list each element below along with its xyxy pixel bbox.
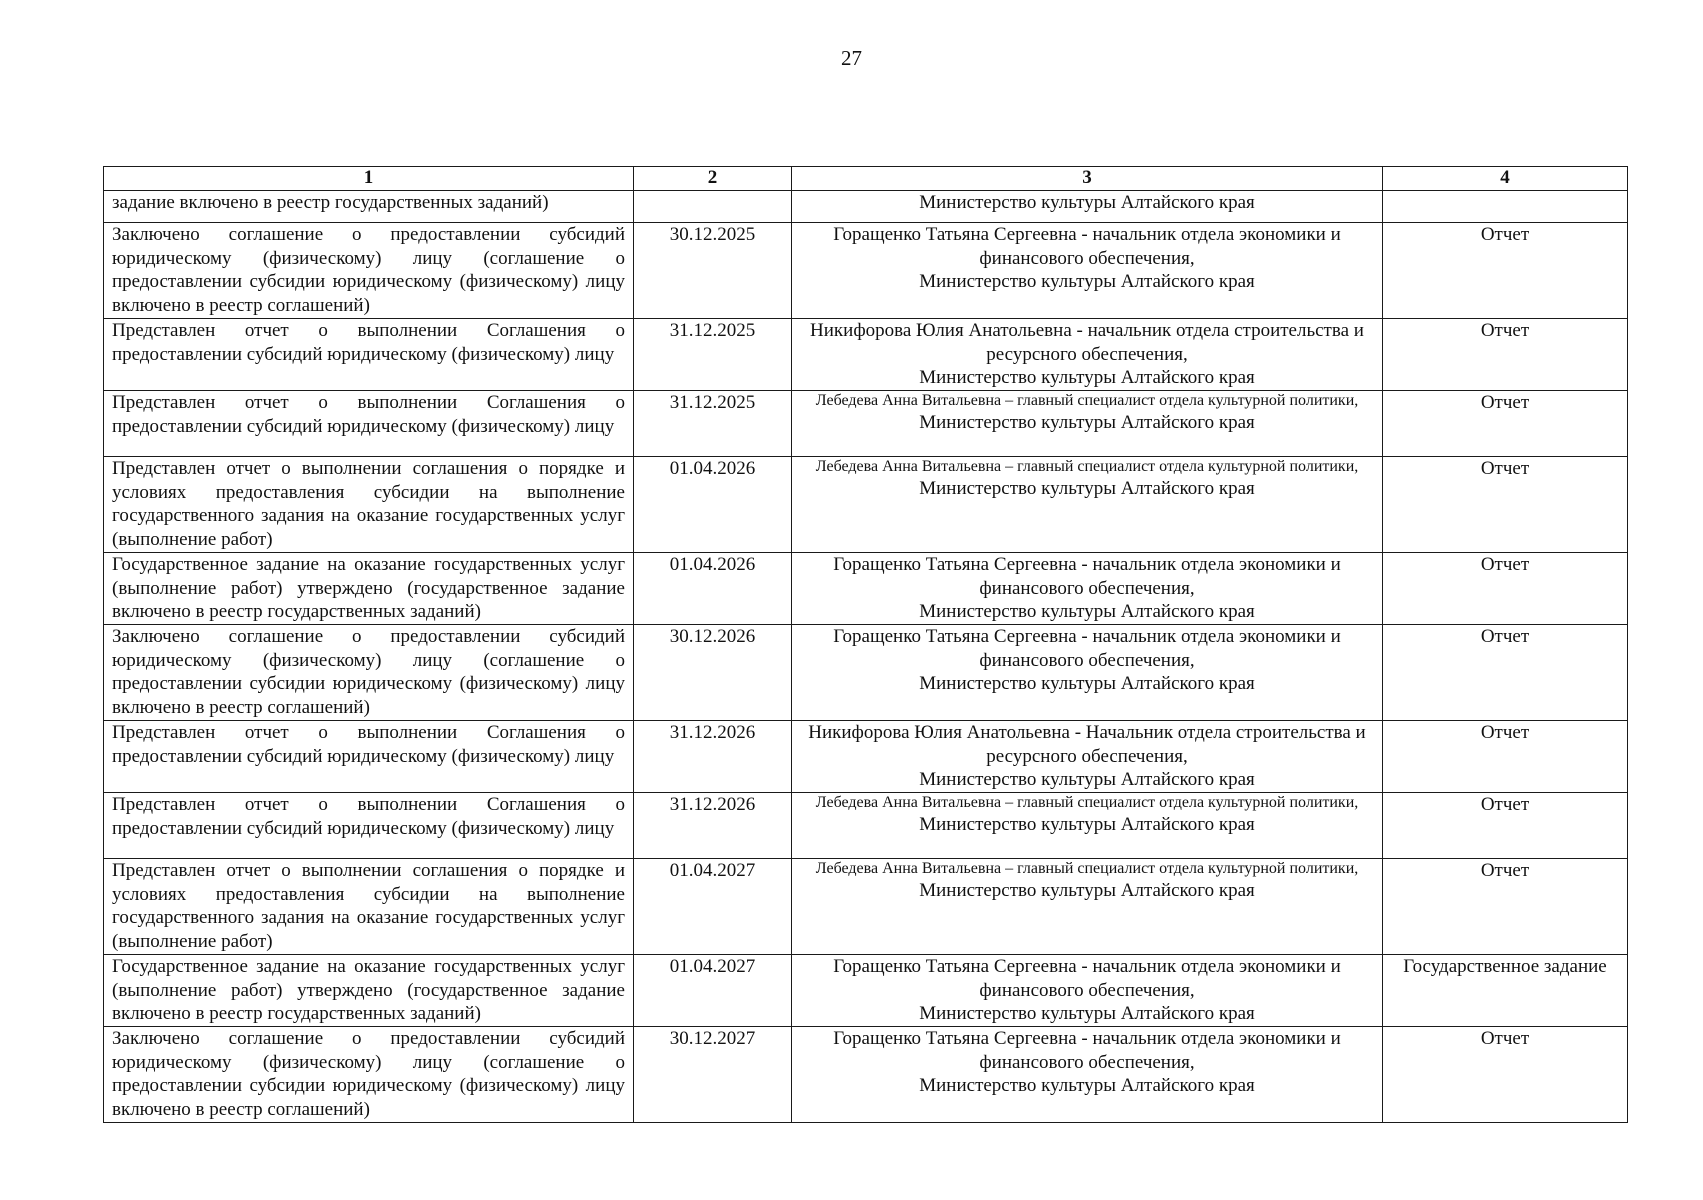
responsible-person [792,391,1383,457]
responsible-name: Горащенко Татьяна Сергеевна - начальник отдела экономики и финансового обеспечения, [833,956,1341,1001]
event-description: Представлен отчет о выполнении соглашения о порядке и условиях предоставления субсидии на выполнение государственного задания на оказание государственных услуг (выполнение работ) [104,457,634,553]
confirming-document: Отчет [1383,1027,1628,1123]
event-description: Представлен отчет о выполнении Соглашения о предоставлении субсидий юридическому (физическому) лицу [104,793,634,859]
table-row [104,319,1628,391]
event-description: задание включено в реестр государственных заданий) [104,191,634,223]
table-row [104,721,1628,793]
event-description: Заключено соглашение о предоставлении субсидий юридическому (физическому) лицу (соглашение о предоставлении субсидии юридическому (физическому) лицу включено в реестр соглашений) [104,625,634,721]
responsible-name: Лебедева Анна Витальевна – главный специалист отдела культурной политики, [815,860,1359,877]
responsible-person [792,721,1383,793]
table-row [104,553,1628,625]
event-date: 31.12.2025 [634,319,792,391]
responsible-name: Лебедева Анна Витальевна – главный специалист отдела культурной политики, [815,392,1359,409]
table-row [104,457,1628,553]
confirming-document [1383,191,1628,223]
responsible-person [792,793,1383,859]
confirming-document: Отчет [1383,859,1628,955]
responsible-name: Горащенко Татьяна Сергеевна - начальник отдела экономики и финансового обеспечения, [833,1028,1341,1073]
event-date: 31.12.2025 [634,391,792,457]
responsible-organization: Министерство культуры Алтайского края [919,1075,1255,1097]
table-row [104,1027,1628,1123]
table-row [104,859,1628,955]
responsible-organization: Министерство культуры Алтайского края [919,1003,1255,1025]
event-description: Представлен отчет о выполнении Соглашения о предоставлении субсидий юридическому (физическому) лицу [104,319,634,391]
responsible-organization: Министерство культуры Алтайского края [919,367,1255,389]
responsible-name: Никифорова Юлия Анатольевна - начальник отдела строительства и ресурсного обеспечения, [810,320,1364,365]
event-date: 01.04.2027 [634,859,792,955]
event-date: 01.04.2027 [634,955,792,1027]
table-row [104,391,1628,457]
responsible-person [792,625,1383,721]
responsible-organization: Министерство культуры Алтайского края [919,601,1255,623]
table-row [104,191,1628,223]
confirming-document: Отчет [1383,391,1628,457]
table-row [104,793,1628,859]
event-date: 31.12.2026 [634,793,792,859]
table-row [104,223,1628,319]
confirming-document: Отчет [1383,319,1628,391]
table-row [104,955,1628,1027]
responsible-person [792,191,1383,223]
confirming-document: Отчет [1383,793,1628,859]
responsible-person [792,553,1383,625]
confirming-document: Отчет [1383,223,1628,319]
responsible-name: Горащенко Татьяна Сергеевна - начальник отдела экономики и финансового обеспечения, [833,554,1341,599]
event-date [634,191,792,223]
confirming-document: Отчет [1383,721,1628,793]
event-date: 30.12.2025 [634,223,792,319]
responsible-organization: Министерство культуры Алтайского края [919,412,1255,433]
confirming-document: Отчет [1383,553,1628,625]
confirming-document: Отчет [1383,457,1628,553]
responsible-organization: Министерство культуры Алтайского края [919,814,1255,835]
column-header: 2 [634,167,792,191]
responsible-organization: Министерство культуры Алтайского края [919,769,1255,791]
event-description: Заключено соглашение о предоставлении субсидий юридическому (физическому) лицу (соглашение о предоставлении субсидии юридическому (физическому) лицу включено в реестр соглашений) [104,223,634,319]
responsible-organization: Министерство культуры Алтайского края [919,192,1255,213]
confirming-document: Отчет [1383,625,1628,721]
responsible-name: Никифорова Юлия Анатольевна - Начальник отдела строительства и ресурсного обеспечения, [808,722,1366,767]
column-header: 1 [104,167,634,191]
event-date: 30.12.2027 [634,1027,792,1123]
event-description: Государственное задание на оказание государственных услуг (выполнение работ) утверждено (государственное задание включено в реестр государственных заданий) [104,553,634,625]
responsible-person [792,457,1383,553]
event-date: 31.12.2026 [634,721,792,793]
event-date: 30.12.2026 [634,625,792,721]
event-description: Заключено соглашение о предоставлении субсидий юридическому (физическому) лицу (соглашение о предоставлении субсидии юридическому (физическому) лицу включено в реестр соглашений) [104,1027,634,1123]
confirming-document: Государственное задание [1383,955,1628,1027]
responsible-name: Лебедева Анна Витальевна – главный специалист отдела культурной политики, [815,794,1359,811]
responsible-organization: Министерство культуры Алтайского края [919,478,1255,499]
event-description: Государственное задание на оказание государственных услуг (выполнение работ) утверждено (государственное задание включено в реестр государственных заданий) [104,955,634,1027]
event-date: 01.04.2026 [634,553,792,625]
column-header: 3 [792,167,1383,191]
responsible-organization: Министерство культуры Алтайского края [919,880,1255,901]
responsible-person [792,955,1383,1027]
event-date: 01.04.2026 [634,457,792,553]
column-header: 4 [1383,167,1628,191]
responsible-person [792,859,1383,955]
event-description: Представлен отчет о выполнении Соглашения о предоставлении субсидий юридическому (физическому) лицу [104,391,634,457]
page-number: 27 [841,46,862,70]
responsible-name: Лебедева Анна Витальевна – главный специалист отдела культурной политики, [815,458,1359,475]
table-header-row [104,167,1628,191]
responsible-name: Горащенко Татьяна Сергеевна - начальник отдела экономики и финансового обеспечения, [833,224,1341,269]
responsible-person [792,319,1383,391]
responsible-organization: Министерство культуры Алтайского края [919,673,1255,695]
event-description: Представлен отчет о выполнении Соглашения о предоставлении субсидий юридическому (физическому) лицу [104,721,634,793]
responsible-organization: Министерство культуры Алтайского края [919,271,1255,293]
responsible-name: Горащенко Татьяна Сергеевна - начальник отдела экономики и финансового обеспечения, [833,626,1341,671]
table-row [104,625,1628,721]
responsible-person [792,223,1383,319]
responsible-person [792,1027,1383,1123]
event-description: Представлен отчет о выполнении соглашения о порядке и условиях предоставления субсидии на выполнение государственного задания на оказание государственных услуг (выполнение работ) [104,859,634,955]
control-points-table [103,166,1628,1123]
